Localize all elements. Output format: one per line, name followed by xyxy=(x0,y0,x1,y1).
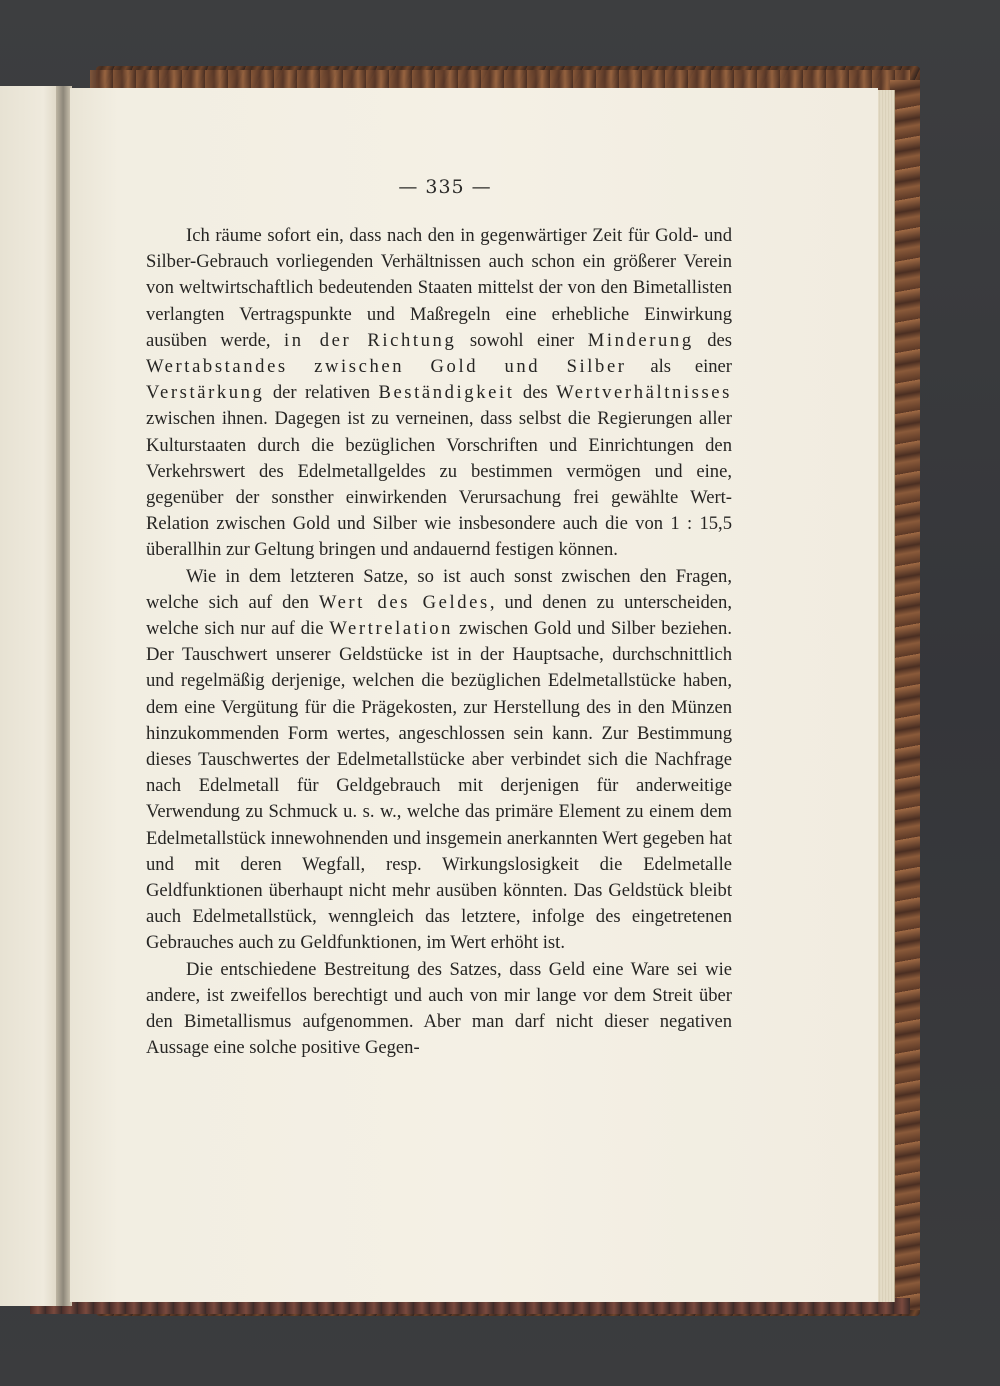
emphasized-text: Wertverhältnisses xyxy=(556,382,732,404)
text-run: Die entschiedene Bestreitung des Satzes, dass Geld eine Ware sei wie andere, ist zweifellos berechtigt und auch von mir lange vor dem Streit über den Bimetallismus aufgenommen. Aber man darf nicht dieser negativen Aussage eine solche positive Gegen- xyxy=(146,958,732,1059)
text-run: sowohl einer xyxy=(456,329,588,351)
text-run: zwischen Gold und Silber beziehen. Der Tauschwert unserer Geldstücke ist in der Hauptsache, durchschnittlich und regelmäßig derjenige, welchen die bezüglichen Edelmetallstücke haben, dem eine Vergütung für die Prägekosten, zur Herstellung des in den Münzen hinzukommenden Form wertes, angeschlossen sein kann. Zur Bestimmung dieses Tauschwertes der Edelmetallstücke aber verbindet sich die Nachfrage nach Edelmetall für Geldgebrauch mit derjenigen für anderweitige Verwendung zu Schmuck u. s. w., welche das primäre Element zu einem dem Edelmetallstück innewohnenden und insgemein anerkannten Wert gegeben hat und mit deren Wegfall, resp. Wirkungslosigkeit die Edelmetalle Geldfunktionen überhaupt nicht mehr ausüben könnten. Das Geldstück bleibt auch Edelmetallstück, wenngleich das letztere, infolge des eingetretenen Gebrauches auch zu Geldfunktionen, im Wert erhöht ist. xyxy=(146,618,732,954)
page-number: — 335 — xyxy=(398,176,492,198)
emphasized-text: in der Richtung xyxy=(283,329,457,351)
text-run: als einer xyxy=(626,356,732,378)
emphasized-text: Wertrelation xyxy=(329,618,454,640)
emphasized-text: Wertabstandes zwischen Gold und Silber xyxy=(146,356,627,378)
emphasized-text: Verstärkung xyxy=(146,382,265,404)
paragraph-1 xyxy=(146,223,732,564)
page-body-text xyxy=(146,223,732,1062)
text-run: Wie in dem letzteren Satze, so ist auch sonst zwischen den Fragen, welche sich auf den xyxy=(146,565,732,613)
text-run: Ich räume sofort ein, dass nach den in gegenwärtiger Zeit für Gold- und Silber-Gebrauch vorliegenden Verhältnissen auch schon ein größerer Verein von weltwirtschaftlich bedeutenden Staaten mittelst der von den Bimetallisten verlangten Vertragspunkte und Maßregeln eine erhebliche Einwirkung ausüben werde, xyxy=(146,225,732,351)
paragraph-3 xyxy=(146,957,732,1062)
text-run: des xyxy=(514,382,557,404)
text-run: zwischen ihnen. Dagegen ist zu verneinen, dass selbst die Regierungen aller Kulturstaaten durch die bezüglichen Vorschriften und Einrichtungen den Verkehrswert des Edelmetallgeldes zu bestimmen vermögen und eine, gegenüber der sonsther einwirkenden Verursachung frei gewählte Wert-Relation zwischen Gold und Silber wie insbesondere auch die von 1 : 15,5 überallhin zur Geltung bringen und andauernd festigen können. xyxy=(146,408,732,561)
text-run: , und denen zu unterscheiden, welche sich nur auf die xyxy=(146,591,732,640)
emphasized-text: Minderung xyxy=(587,329,694,351)
emphasized-text: Wert des Geldes xyxy=(318,591,490,613)
paragraph-2 xyxy=(146,564,732,957)
left-page-leaf xyxy=(0,86,62,1306)
text-run: des xyxy=(693,329,733,351)
text-run: der relativen xyxy=(264,382,379,404)
emphasized-text: Beständigkeit xyxy=(378,382,515,404)
